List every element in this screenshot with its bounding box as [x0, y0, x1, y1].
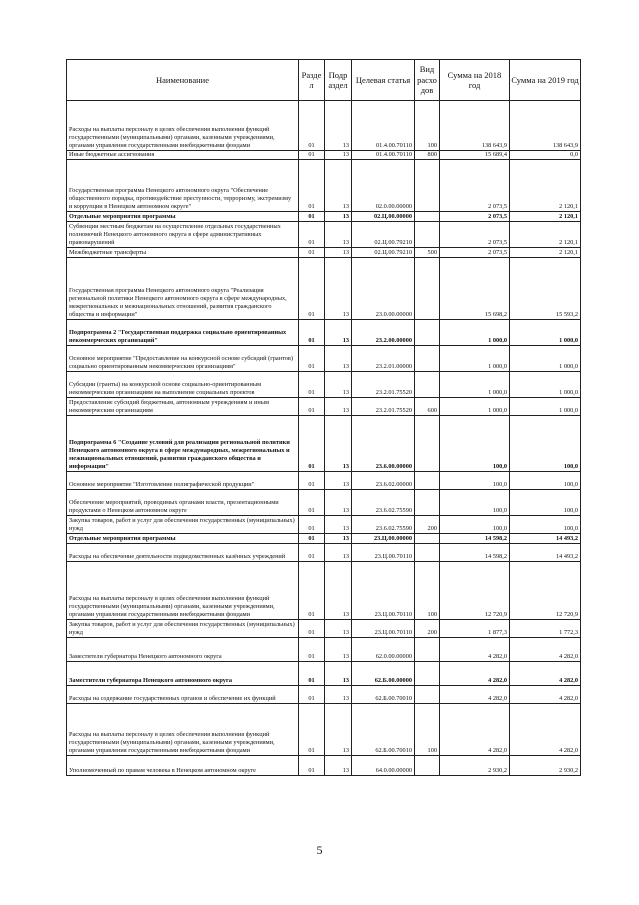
row-name: Межбюджетные трансферты [67, 248, 299, 258]
row-section: 01 [299, 638, 325, 662]
row-section: 01 [299, 346, 325, 372]
row-section: 01 [299, 372, 325, 398]
row-sum-2019: 1 000,0 [510, 320, 581, 346]
table-row [67, 320, 581, 346]
row-sum-2019: 1 000,0 [510, 346, 581, 372]
row-sum-2018: 2 073,5 [440, 160, 510, 212]
table-row [67, 756, 581, 776]
row-subsection: 13 [325, 346, 352, 372]
row-sum-2018: 1 000,0 [440, 398, 510, 416]
table-row [67, 372, 581, 398]
table-row [67, 151, 581, 160]
header-expense-type: Вид расхо дов [415, 60, 440, 101]
row-name: Заместители губернатора Ненецкого автономного округа [67, 662, 299, 686]
row-sum-2018: 100,0 [440, 516, 510, 534]
table-row [67, 490, 581, 516]
row-sum-2018: 2 073,5 [440, 222, 510, 248]
row-section: 01 [299, 662, 325, 686]
row-subsection: 13 [325, 490, 352, 516]
row-section: 01 [299, 320, 325, 346]
row-subsection: 13 [325, 320, 352, 346]
row-section: 01 [299, 160, 325, 212]
row-section: 01 [299, 258, 325, 320]
row-name: Уполномоченный по правам человека в Ненецком автономном округе [67, 756, 299, 776]
row-subsection: 13 [325, 562, 352, 620]
row-name: Расходы на обеспечение деятельности подведомственных казённых учреждений [67, 544, 299, 562]
row-sum-2019: 2 120,1 [510, 212, 581, 222]
row-section: 01 [299, 756, 325, 776]
row-section: 01 [299, 620, 325, 638]
row-expense-type [415, 638, 440, 662]
header-sum-2018: Сумма на 2018 год [440, 60, 510, 101]
row-target: 23.2.00.00000 [352, 320, 415, 346]
row-name: Расходы на выплаты персоналу в целях обеспечения выполнения функций государственными (муниципальными) органами, казенными учреждениями, органами управления государственными внебюджетными фондами [67, 704, 299, 756]
row-name: Иные бюджетные ассигнования [67, 151, 299, 160]
row-target: 23.0.00.00000 [352, 258, 415, 320]
table-body [67, 101, 581, 776]
row-subsection: 13 [325, 212, 352, 222]
row-sum-2019: 0,0 [510, 151, 581, 160]
row-subsection: 13 [325, 756, 352, 776]
row-expense-type: 600 [415, 398, 440, 416]
row-sum-2018: 100,0 [440, 472, 510, 490]
row-name: Предоставление субсидий бюджетным, автономным учреждениям и иным некоммерческим организациям [67, 398, 299, 416]
row-sum-2018: 14 598,2 [440, 544, 510, 562]
header-sum-2019: Сумма на 2019 год [510, 60, 581, 101]
row-target: 23.2.01.75520 [352, 398, 415, 416]
row-sum-2019: 14 493,2 [510, 534, 581, 544]
row-section: 01 [299, 704, 325, 756]
row-name: Закупка товаров, работ и услуг для обеспечения государственных (муниципальных) нужд [67, 516, 299, 534]
page-number: 5 [316, 843, 323, 857]
table-row [67, 346, 581, 372]
row-target: 23.Ц.00.70110 [352, 544, 415, 562]
row-sum-2018: 4 282,0 [440, 704, 510, 756]
row-sum-2018: 2 073,5 [440, 212, 510, 222]
row-expense-type [415, 686, 440, 704]
row-sum-2019: 1 772,3 [510, 620, 581, 638]
row-target: 64.0.00.00000 [352, 756, 415, 776]
table-row [67, 258, 581, 320]
header-target: Целевая статья [352, 60, 415, 101]
row-sum-2019: 2 120,1 [510, 222, 581, 248]
row-sum-2018: 1 000,0 [440, 346, 510, 372]
row-subsection: 13 [325, 416, 352, 472]
table-row [67, 416, 581, 472]
row-expense-type [415, 372, 440, 398]
row-sum-2018: 138 643,9 [440, 101, 510, 151]
row-sum-2019: 2 930,2 [510, 756, 581, 776]
row-sum-2018: 100,0 [440, 490, 510, 516]
table-row [67, 562, 581, 620]
row-target: 02.Ц.00.00000 [352, 212, 415, 222]
row-sum-2018: 1 000,0 [440, 372, 510, 398]
row-expense-type [415, 472, 440, 490]
row-sum-2018: 15 698,2 [440, 258, 510, 320]
row-sum-2018: 4 282,0 [440, 638, 510, 662]
row-expense-type [415, 160, 440, 212]
table-row [67, 248, 581, 258]
row-target: 23.Ц.00.70110 [352, 562, 415, 620]
row-sum-2019: 100,0 [510, 490, 581, 516]
row-name: Расходы на выплаты персоналу в целях обеспечения выполнения функций государственными (муниципальными) органами, казенными учреждениями, органами управления государственными внебюджетными фондами [67, 562, 299, 620]
row-name: Расходы на содержание государственных органов и обеспечение их функций [67, 686, 299, 704]
row-subsection: 13 [325, 544, 352, 562]
row-name: Субсидии (гранты) на конкурсной основе социально-ориентированным некоммерческим организациям на выполнение социальных проектов [67, 372, 299, 398]
table-row [67, 704, 581, 756]
row-sum-2018: 100,0 [440, 416, 510, 472]
row-target: 62.Б.00.00000 [352, 662, 415, 686]
row-sum-2019: 1 000,0 [510, 372, 581, 398]
row-subsection: 13 [325, 638, 352, 662]
row-sum-2018: 4 282,0 [440, 662, 510, 686]
row-expense-type: 500 [415, 248, 440, 258]
table-row [67, 638, 581, 662]
row-sum-2019: 100,0 [510, 472, 581, 490]
row-name: Основное мероприятие "Изготовление полиграфической продукции" [67, 472, 299, 490]
row-expense-type [415, 544, 440, 562]
row-section: 01 [299, 686, 325, 704]
row-section: 01 [299, 398, 325, 416]
row-target: 23.2.01.75520 [352, 372, 415, 398]
row-sum-2019: 138 643,9 [510, 101, 581, 151]
row-sum-2019: 100,0 [510, 416, 581, 472]
row-name: Обеспечение мероприятий, проводимых органами власти, презентационными продуктами о Ненецком автономном округе [67, 490, 299, 516]
table-row [67, 101, 581, 151]
row-expense-type [415, 320, 440, 346]
row-sum-2019: 4 282,0 [510, 704, 581, 756]
row-target: 01.4.00.70110 [352, 101, 415, 151]
row-sum-2019: 4 282,0 [510, 686, 581, 704]
row-section: 01 [299, 222, 325, 248]
row-target: 23.6.02.75590 [352, 490, 415, 516]
row-sum-2018: 1 877,3 [440, 620, 510, 638]
row-sum-2019: 12 720,9 [510, 562, 581, 620]
table-row [67, 534, 581, 544]
row-sum-2019: 4 282,0 [510, 638, 581, 662]
row-expense-type: 100 [415, 562, 440, 620]
row-expense-type: 200 [415, 516, 440, 534]
row-sum-2018: 15 689,4 [440, 151, 510, 160]
row-sum-2018: 2 930,2 [440, 756, 510, 776]
row-section: 01 [299, 472, 325, 490]
row-section: 01 [299, 516, 325, 534]
row-section: 01 [299, 534, 325, 544]
table-row [67, 472, 581, 490]
row-section: 01 [299, 490, 325, 516]
row-section: 01 [299, 562, 325, 620]
row-name: Государственная программа Ненецкого автономного округа "Обеспечение общественного порядка, противодействие преступности, терроризму, экстремизму и коррупции в Ненецком автономном округе" [67, 160, 299, 212]
row-target: 23.6.02.75590 [352, 516, 415, 534]
row-sum-2018: 14 598,2 [440, 534, 510, 544]
table-row [67, 160, 581, 212]
row-name: Подпрограмма 6 "Создание условий для реализации региональной политики Ненецкого автономного округа в сфере международных, межрегиональных и межнациональных отношений, развития гражданского общества и информации" [67, 416, 299, 472]
table-row [67, 662, 581, 686]
row-expense-type [415, 222, 440, 248]
budget-table [66, 59, 581, 776]
row-expense-type [415, 662, 440, 686]
row-subsection: 13 [325, 686, 352, 704]
row-expense-type [415, 346, 440, 372]
row-name: Закупка товаров, работ и услуг для обеспечения государственных (муниципальных) нужд [67, 620, 299, 638]
row-target: 23.Ц.00.00000 [352, 534, 415, 544]
row-expense-type [415, 212, 440, 222]
row-name: Отдельные мероприятия программы [67, 212, 299, 222]
row-section: 01 [299, 544, 325, 562]
row-sum-2019: 4 282,0 [510, 662, 581, 686]
row-subsection: 13 [325, 534, 352, 544]
row-target: 62.Б.00.70010 [352, 704, 415, 756]
table-row [67, 222, 581, 248]
row-target: 23.6.02.00000 [352, 472, 415, 490]
row-target: 02.0.00.00000 [352, 160, 415, 212]
table-row [67, 686, 581, 704]
row-target: 23.6.00.00000 [352, 416, 415, 472]
row-section: 01 [299, 101, 325, 151]
row-name: Заместители губернатора Ненецкого автономного округа [67, 638, 299, 662]
row-name: Отдельные мероприятия программы [67, 534, 299, 544]
row-name: Основное мероприятие "Предоставление на конкурсной основе субсидий (грантов) социально ориентированным некоммерческим организациям" [67, 346, 299, 372]
row-target: 02.Ц.00.79210 [352, 248, 415, 258]
row-subsection: 13 [325, 516, 352, 534]
table-row [67, 212, 581, 222]
row-subsection: 13 [325, 151, 352, 160]
row-expense-type [415, 416, 440, 472]
row-section: 01 [299, 248, 325, 258]
row-subsection: 13 [325, 258, 352, 320]
header-section: Разде л [299, 60, 325, 101]
row-subsection: 13 [325, 372, 352, 398]
table-row [67, 516, 581, 534]
row-expense-type [415, 490, 440, 516]
header-name: Наименование [67, 60, 299, 101]
row-name: Расходы на выплаты персоналу в целях обеспечения выполнения функций государственными (муниципальными) органами, казенными учреждениями, органами управления государственными внебюджетными фондами [67, 101, 299, 151]
table-row [67, 544, 581, 562]
row-sum-2019: 15 593,2 [510, 258, 581, 320]
row-target: 62.0.00.00000 [352, 638, 415, 662]
row-subsection: 13 [325, 662, 352, 686]
table-header-row [67, 60, 581, 101]
row-subsection: 13 [325, 101, 352, 151]
row-sum-2019: 2 120,1 [510, 160, 581, 212]
row-subsection: 13 [325, 472, 352, 490]
row-target: 62.Б.00.70010 [352, 686, 415, 704]
row-subsection: 13 [325, 398, 352, 416]
row-section: 01 [299, 151, 325, 160]
row-target: 02.Ц.00.79210 [352, 222, 415, 248]
row-expense-type: 200 [415, 620, 440, 638]
row-sum-2018: 12 720,9 [440, 562, 510, 620]
row-name: Субвенции местным бюджетам на осуществление отдельных государственных полномочий Ненецкого автономного округа в сфере административных правонарушений [67, 222, 299, 248]
row-subsection: 13 [325, 222, 352, 248]
row-subsection: 13 [325, 248, 352, 258]
header-subsection: Подр аздел [325, 60, 352, 101]
row-sum-2018: 4 282,0 [440, 686, 510, 704]
row-expense-type [415, 756, 440, 776]
table-row [67, 398, 581, 416]
row-target: 23.2.01.00000 [352, 346, 415, 372]
table-row [67, 620, 581, 638]
row-expense-type: 100 [415, 704, 440, 756]
row-target: 23.Ц.00.70110 [352, 620, 415, 638]
row-target: 01.4.00.70110 [352, 151, 415, 160]
row-name: Государственная программа Ненецкого автономного округа "Реализация региональной политики Ненецкого автономного округа в сфере международных, межрегиональных и межнациональных отношений, развития гражданского общества и информации" [67, 258, 299, 320]
row-expense-type [415, 258, 440, 320]
row-expense-type [415, 534, 440, 544]
row-sum-2018: 1 000,0 [440, 320, 510, 346]
row-subsection: 13 [325, 704, 352, 756]
row-sum-2019: 2 120,1 [510, 248, 581, 258]
row-expense-type: 100 [415, 101, 440, 151]
row-subsection: 13 [325, 160, 352, 212]
row-section: 01 [299, 212, 325, 222]
row-name: Подпрограмма 2 "Государственная поддержка социально ориентированных некоммерческих организаций" [67, 320, 299, 346]
row-sum-2019: 1 000,0 [510, 398, 581, 416]
row-sum-2019: 14 493,2 [510, 544, 581, 562]
row-subsection: 13 [325, 620, 352, 638]
row-section: 01 [299, 416, 325, 472]
row-expense-type: 800 [415, 151, 440, 160]
row-sum-2019: 100,0 [510, 516, 581, 534]
row-sum-2018: 2 073,5 [440, 248, 510, 258]
